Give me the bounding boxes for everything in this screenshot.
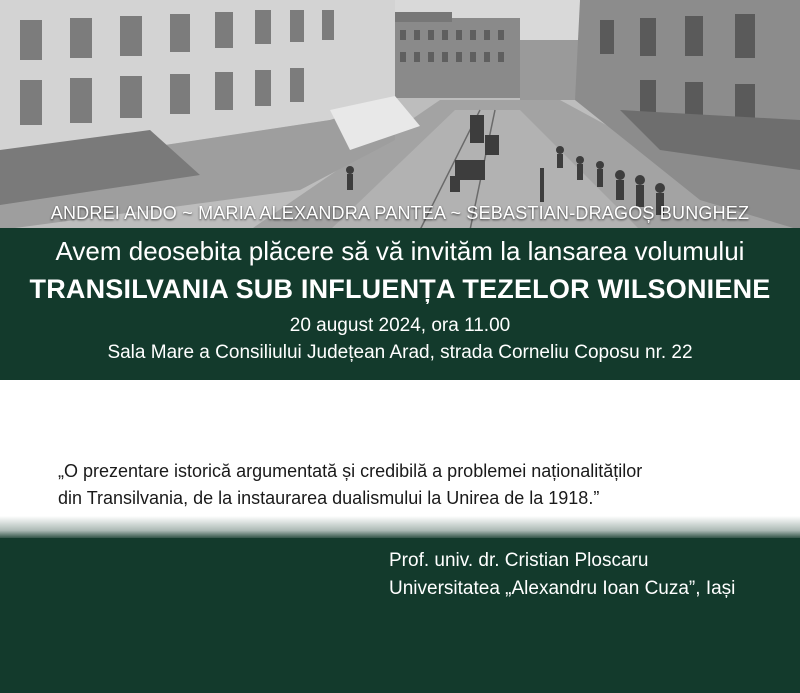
quote-line-1: „O prezentare istorică argumentată și credibilă a problemei naționalităților — [58, 461, 643, 481]
event-venue: Sala Mare a Consiliului Județean Arad, strada Corneliu Coposu nr. 22 — [107, 342, 693, 363]
gradient-divider — [0, 516, 800, 540]
book-title: TRANSILVANIA SUB INFLUENȚA TEZELOR WILSONIENE — [29, 274, 771, 304]
review-quote — [58, 458, 758, 512]
invitation-text: Avem deosebita plăcere să vă invităm la lansarea volumului — [55, 236, 745, 266]
authors-line: ANDREI ANDO ~ MARIA ALEXANDRA PANTEA ~ SEBASTIAN-DRAGOȘ BUNGHEZ — [50, 203, 750, 223]
event-date-time: 20 august 2024, ora 11.00 — [289, 315, 511, 336]
quote-line-2: din Transilvania, de la instaurarea dualismului la Unirea de la 1918.” — [58, 488, 600, 508]
signature-band — [0, 538, 800, 693]
reviewer-name: Prof. univ. dr. Cristian Ploscaru — [389, 550, 649, 571]
invitation-band — [0, 228, 800, 380]
street-scene-illustration — [0, 0, 800, 230]
historic-street-photo — [0, 0, 800, 230]
reviewer-institution: Universitatea „Alexandru Ioan Cuza”, Iași — [389, 578, 736, 599]
